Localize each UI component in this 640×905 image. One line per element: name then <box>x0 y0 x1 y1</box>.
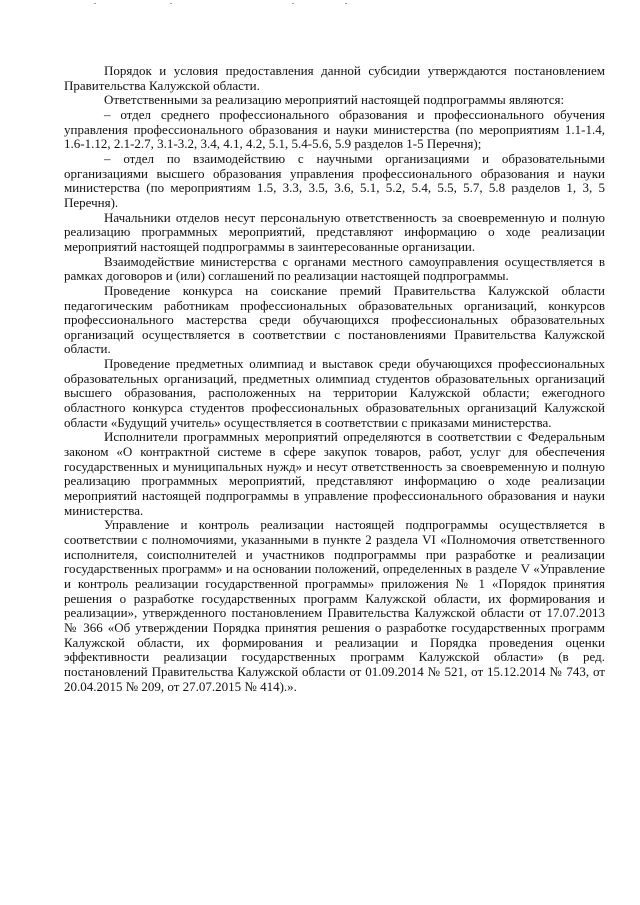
paragraph-heads-responsibility: Начальники отделов несут персональную ответственность за своевременную и полную реализацию программных мероприятий, представляют информацию о ходе реализации мероприятий настоящей подпрограммы в заинтересованные организации. <box>64 209 605 254</box>
document-page <box>64 64 605 694</box>
paragraph-municipal-interaction: Взаимодействие министерства с органами местного самоуправления осуществляется в рамках договоров и (или) соглашений по реализации настоящей подпрограммы. <box>64 253 605 284</box>
list-item-secondary-education-dept: – отдел среднего профессионального образования и профессионального обучения управления профессионального образования и науки министерства (по мероприятиям 1.1-1.4, 1.6-1.12, 2.1-2.7, 3.1-3.2, 3.4, 4.1, 4.2, 5.1, 5.4-5.6, 5.9 разделов 1-5 Перечня); <box>64 106 605 152</box>
paragraph-awards-contest: Проведение конкурса на соискание премий Правительства Калужской области педагогическим работникам профессиональных образовательных организаций, конкурсов профессионального мастерства среди обучающихся профессиональных образовательных организаций осуществляется в соответствии с постановлениями Правительства Калужской области. <box>64 282 605 357</box>
paragraph-management-control: Управление и контроль реализации настоящей подпрограммы осуществляется в соответствии с полномочиями, указанными в пункте 2 раздела VI «Полномочия ответственного исполнителя, соисполнителей и участников подпрограммы при разработке и реализации государственных программ» и на основании положений, определенных в разделе V «Управление и контроль реализации государственной программы» приложения № 1 «Порядок принятия решения о разработке государственных программ Калужской области, их формирования и реализации», утвержденного постановлением Правительства Калужской области от 17.07.2013 № 366 «Об утверждении Порядка принятия решения о разработке государственных программ Калужской области, их формирования и реализации и Порядка проведения оценки эффективности реализации государственных программ Калужской области» (в ред. постановлений Правительства Калужской области от 01.09.2014 № 521, от 15.12.2014 № 743, от 20.04.2015 № 209, от 27.07.2015 № 414).». <box>64 517 605 694</box>
list-item-science-cooperation-dept: – отдел по взаимодействию с научными организациями и образовательными организациями высшего образования управления профессионального образования и науки министерства (по мероприятиям 1.5, 3.3, 3.5, 3.6, 5.1, 5.2, 5.4, 5.5, 5.7, 5.8 разделов 1, 3, 5 Перечня). <box>64 150 605 210</box>
paragraph-subsidy-procedure: Порядок и условия предоставления данной субсидии утверждаются постановлением Правительства Калужской области. <box>64 63 605 93</box>
scan-artifacts <box>0 0 640 10</box>
paragraph-olympiads: Проведение предметных олимпиад и выставок среди обучающихся профессиональных образовательных организаций, предметных олимпиад студентов образовательных организаций высшего образования, расположенных на территории Калужской области; ежегодного областного конкурса студентов профессиональных образовательных организаций Калужской области «Будущий учитель» осуществляется в соответствии с приказами министерства. <box>64 356 605 430</box>
paragraph-executors: Исполнители программных мероприятий определяются в соответствии с Федеральным законом «О контрактной системе в сфере закупок товаров, работ, услуг для обеспечения государственных и муниципальных нужд» и несут ответственность за своевременную и полную реализацию программных мероприятий, представляют информацию о ходе реализации мероприятий настоящей подпрограммы в управление профессионального образования и науки министерства. <box>64 429 605 518</box>
paragraph-responsible-intro: Ответственными за реализацию мероприятий настоящей подпрограммы являются: <box>104 92 565 108</box>
